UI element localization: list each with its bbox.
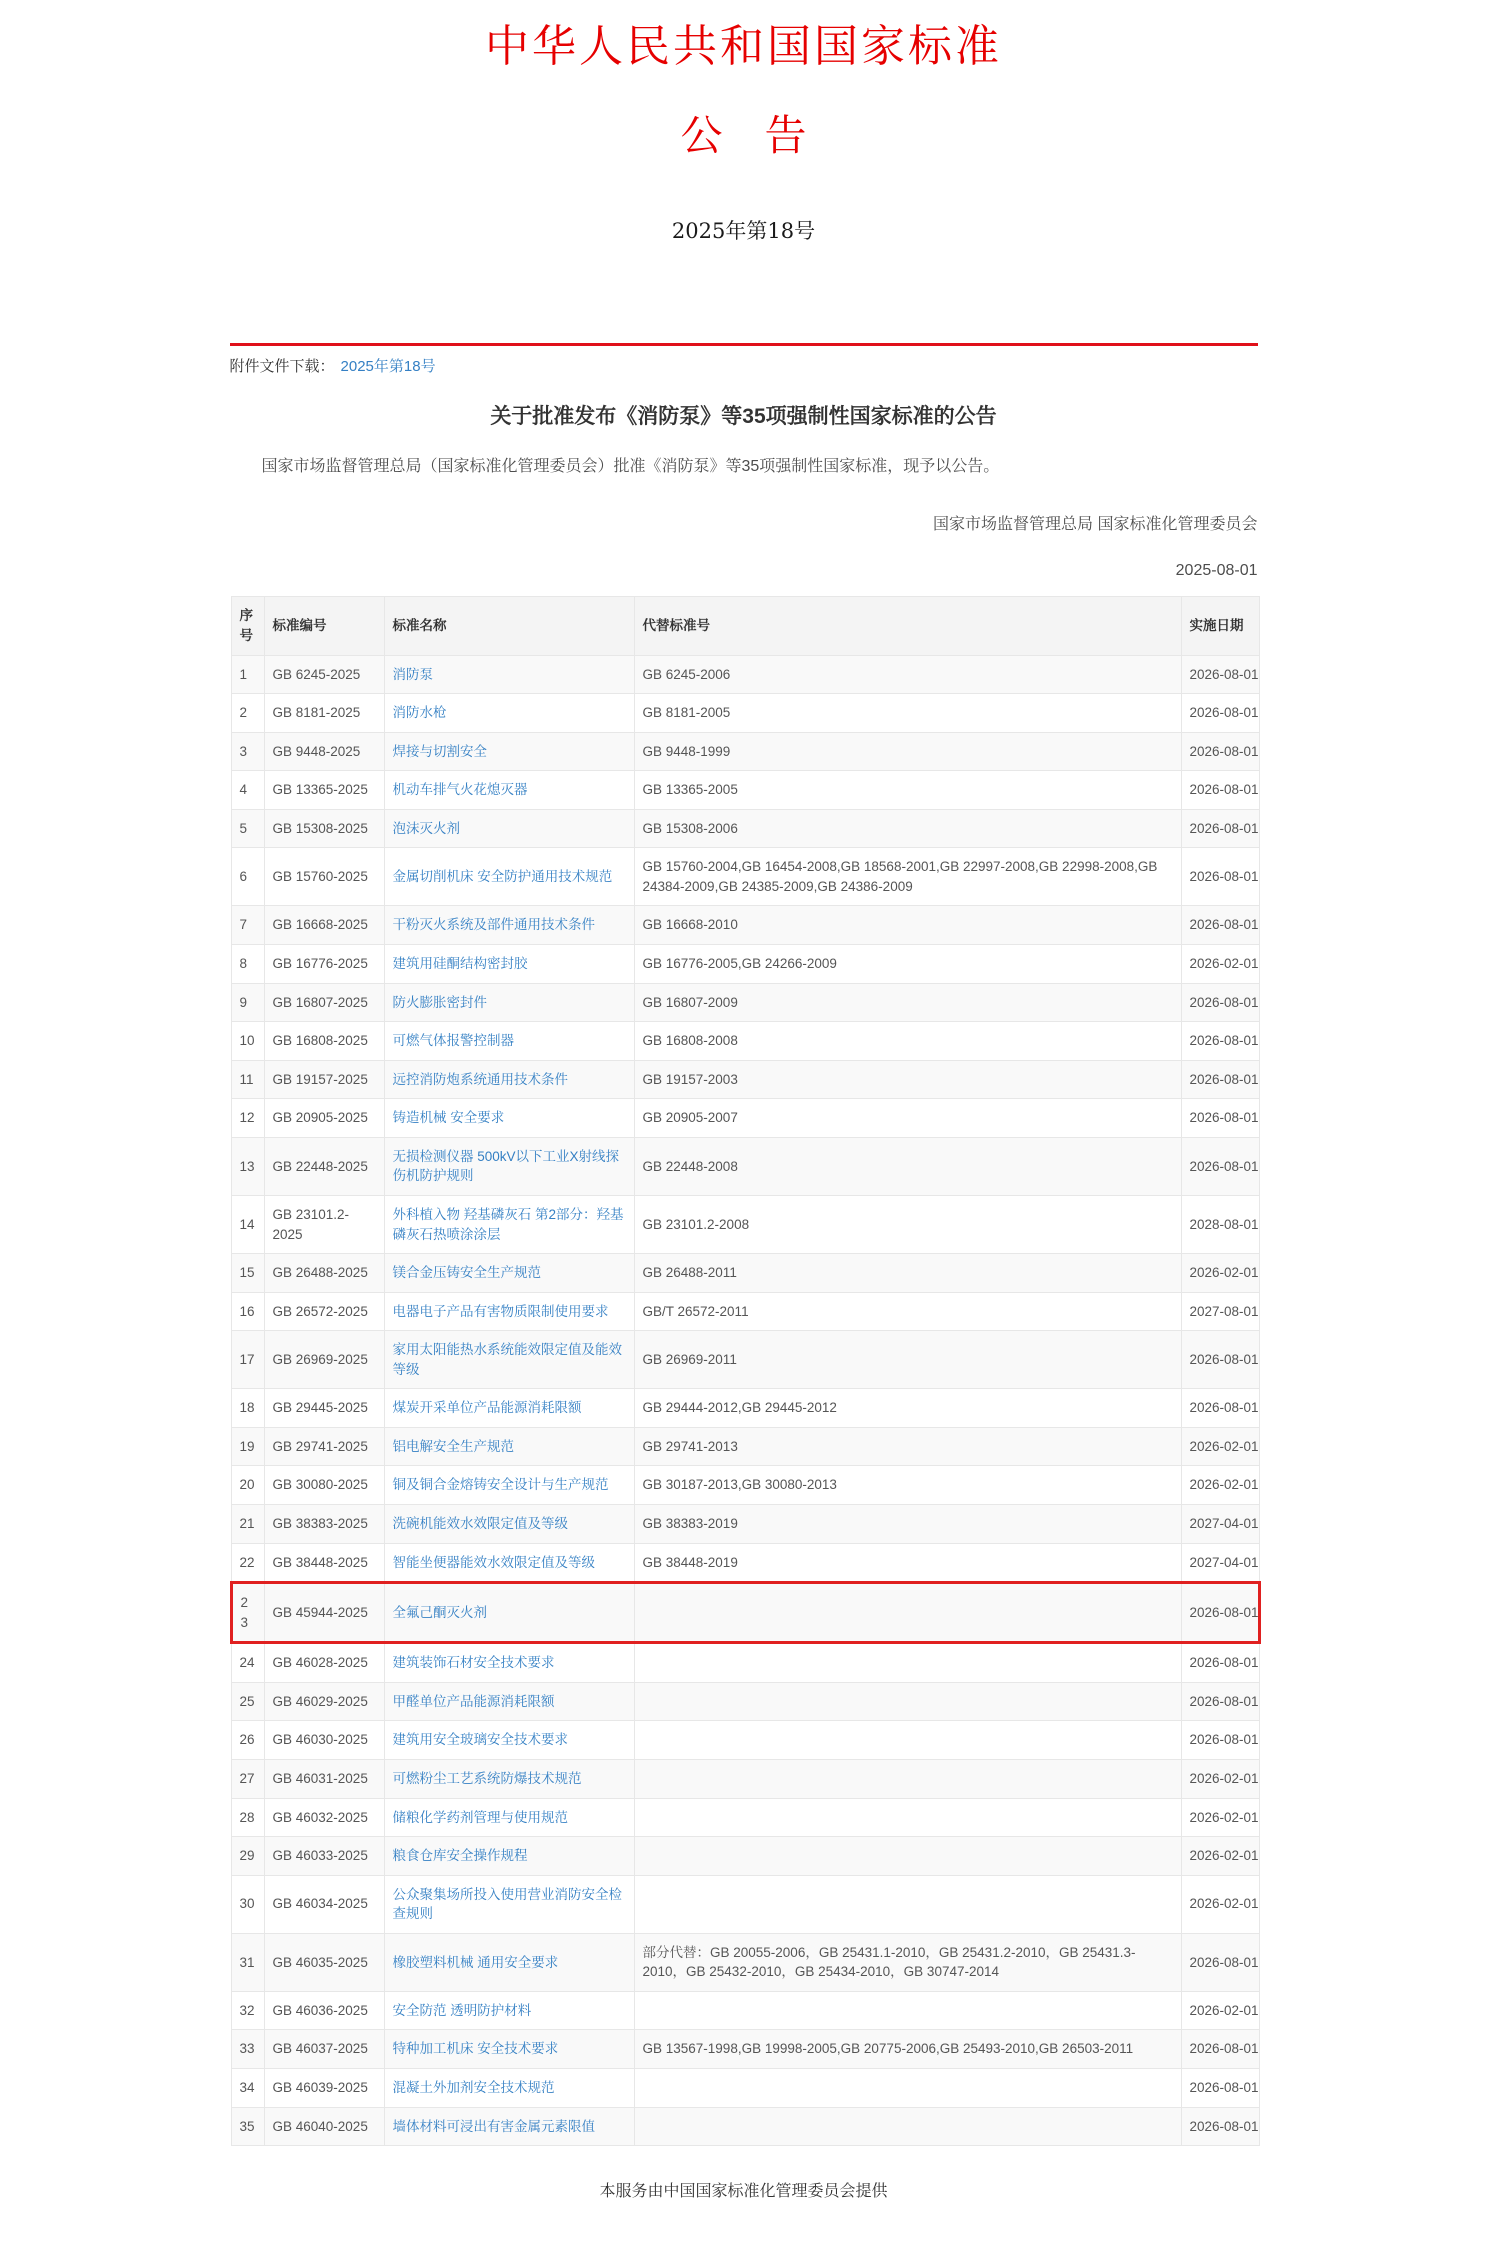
cell-implementation-date: 2026-08-01: [1181, 1099, 1259, 1138]
table-row: [231, 1583, 1259, 1643]
cell-implementation-date: 2026-02-01: [1181, 1466, 1259, 1505]
cell-standard-name: [384, 906, 634, 945]
standard-name-link[interactable]: 可燃气体报警控制器: [392, 1033, 514, 1049]
cell-serial-number: 34: [231, 2069, 264, 2108]
cell-replaced-standards: GB 22448-2008: [634, 1137, 1181, 1195]
announcement-body: 国家市场监督管理总局（国家标准化管理委员会）批准《消防泵》等35项强制性国家标准，现予以公告。: [261, 457, 1000, 475]
cell-replaced-standards: [634, 1643, 1181, 1683]
cell-standard-code: GB 46032-2025: [264, 1798, 384, 1837]
cell-serial-number: 21: [231, 1505, 264, 1544]
cell-standard-code: GB 29741-2025: [264, 1427, 384, 1466]
cell-implementation-date: 2026-02-01: [1181, 945, 1259, 984]
cell-implementation-date: 2026-02-01: [1181, 1991, 1259, 2030]
announcement-date: 2025-08-01: [1175, 562, 1258, 580]
cell-standard-name: [384, 1543, 634, 1583]
cell-implementation-date: 2026-08-01: [1181, 2069, 1259, 2108]
cell-standard-code: GB 23101.2-2025: [264, 1195, 384, 1253]
standard-name-link[interactable]: 泡沫灭火剂: [392, 820, 460, 836]
table-header-row: [231, 597, 1259, 655]
cell-replaced-standards: GB 23101.2-2008: [634, 1195, 1181, 1253]
cell-serial-number: 26: [231, 1721, 264, 1760]
standard-name-link[interactable]: 储粮化学药剂管理与使用规范: [392, 1809, 568, 1825]
attachment-label: 附件文件下载：: [229, 357, 335, 375]
standard-name-link[interactable]: 消防泵: [392, 666, 433, 682]
cell-implementation-date: 2026-08-01: [1181, 771, 1259, 810]
table-row: [231, 1137, 1259, 1195]
cell-serial-number: 25: [231, 1682, 264, 1721]
table-row: [231, 1195, 1259, 1253]
announcement-title: 关于批准发布《消防泵》等35项强制性国家标准的公告: [490, 404, 997, 428]
standard-name-link[interactable]: 特种加工机床 安全技术要求: [392, 2041, 559, 2057]
table-row: [231, 1099, 1259, 1138]
standard-name-link[interactable]: 建筑用安全玻璃安全技术要求: [392, 1732, 568, 1748]
table-row: [231, 1543, 1259, 1583]
standard-name-link[interactable]: 家用太阳能热水系统能效限定值及能效等级: [392, 1342, 622, 1377]
cell-implementation-date: 2027-04-01: [1181, 1543, 1259, 1583]
standard-name-link[interactable]: 无损检测仪器 500kV以下工业X射线探伤机防护规则: [392, 1148, 620, 1184]
cell-serial-number: 23: [231, 1583, 264, 1643]
cell-standard-code: GB 26572-2025: [264, 1292, 384, 1331]
cell-standard-code: GB 16668-2025: [264, 906, 384, 945]
cell-standard-name: [384, 771, 634, 810]
cell-serial-number: 14: [231, 1195, 264, 1253]
standard-name-link[interactable]: 甲醛单位产品能源消耗限额: [392, 1693, 555, 1709]
cell-standard-code: GB 29445-2025: [264, 1389, 384, 1428]
cell-standard-name: [384, 1254, 634, 1293]
cell-implementation-date: 2026-08-01: [1181, 1331, 1259, 1389]
cell-serial-number: 1: [231, 655, 264, 694]
cell-standard-code: GB 15308-2025: [264, 809, 384, 848]
attachment-bar: [230, 343, 1258, 376]
standard-name-link[interactable]: 粮食仓库安全操作规程: [392, 1848, 528, 1864]
cell-replaced-standards: GB 19157-2003: [634, 1060, 1181, 1099]
table-row: [231, 1682, 1259, 1721]
cell-replaced-standards: GB 15308-2006: [634, 809, 1181, 848]
cell-implementation-date: 2026-08-01: [1181, 655, 1259, 694]
cell-standard-name: [384, 1292, 634, 1331]
cell-implementation-date: 2026-08-01: [1181, 1389, 1259, 1428]
document-subtitle: 公 告: [680, 110, 807, 160]
cell-serial-number: 33: [231, 2030, 264, 2069]
table-row: [231, 983, 1259, 1022]
cell-serial-number: 10: [231, 1022, 264, 1061]
standard-name-link[interactable]: 外科植入物 羟基磷灰石 第2部分：羟基磷灰石热喷涂涂层: [392, 1206, 624, 1242]
standard-name-link[interactable]: 安全防范 透明防护材料: [392, 2002, 532, 2018]
cell-replaced-standards: [634, 1837, 1181, 1876]
cell-standard-code: GB 46034-2025: [264, 1875, 384, 1933]
table-row: [231, 1837, 1259, 1876]
cell-implementation-date: 2026-02-01: [1181, 1759, 1259, 1798]
cell-replaced-standards: GB 16668-2010: [634, 906, 1181, 945]
standard-name-link[interactable]: 洗碗机能效水效限定值及等级: [392, 1516, 568, 1531]
cell-serial-number: 32: [231, 1991, 264, 2030]
table-row: [231, 848, 1259, 906]
cell-replaced-standards: GB 29741-2013: [634, 1427, 1181, 1466]
cell-standard-code: GB 46029-2025: [264, 1682, 384, 1721]
cell-implementation-date: 2026-08-01: [1181, 1682, 1259, 1721]
cell-standard-code: GB 13365-2025: [264, 771, 384, 810]
cell-serial-number: 24: [231, 1643, 264, 1683]
cell-implementation-date: 2026-08-01: [1181, 1022, 1259, 1061]
cell-serial-number: 22: [231, 1543, 264, 1583]
cell-standard-name: [384, 1837, 634, 1876]
footer-provider-text: 本服务由中国国家标准化管理委员会提供: [599, 2183, 888, 2201]
cell-replaced-standards: GB 13365-2005: [634, 771, 1181, 810]
cell-standard-code: GB 19157-2025: [264, 1060, 384, 1099]
cell-serial-number: 11: [231, 1060, 264, 1099]
page-content: [230, 22, 1258, 2245]
table-row: [231, 1292, 1259, 1331]
table-row: [231, 1254, 1259, 1293]
cell-implementation-date: 2026-08-01: [1181, 694, 1259, 733]
cell-serial-number: 4: [231, 771, 264, 810]
table-row: [231, 809, 1259, 848]
cell-standard-name: [384, 1427, 634, 1466]
cell-replaced-standards: [634, 2069, 1181, 2108]
standard-name-link[interactable]: 煤炭开采单位产品能源消耗限额: [392, 1400, 582, 1416]
cell-implementation-date: 2026-08-01: [1181, 1137, 1259, 1195]
cell-replaced-standards: GB 16776-2005,GB 24266-2009: [634, 945, 1181, 984]
cell-implementation-date: 2026-08-01: [1181, 2107, 1259, 2146]
cell-serial-number: 18: [231, 1389, 264, 1428]
cell-implementation-date: 2026-08-01: [1181, 1933, 1259, 1991]
cell-implementation-date: 2026-08-01: [1181, 1643, 1259, 1683]
standards-table-body: [231, 655, 1259, 2146]
cell-serial-number: 6: [231, 848, 264, 906]
header-code: 标准编号: [264, 597, 384, 655]
cell-standard-name: [384, 848, 634, 906]
cell-standard-name: [384, 1505, 634, 1544]
cell-standard-code: GB 16808-2025: [264, 1022, 384, 1061]
attachment-download-link[interactable]: 2025年第18号: [340, 357, 436, 375]
cell-standard-name: [384, 1060, 634, 1099]
standard-name-link[interactable]: 防火膨胀密封件: [392, 994, 487, 1010]
cell-standard-code: GB 38383-2025: [264, 1505, 384, 1544]
cell-standard-code: GB 46036-2025: [264, 1991, 384, 2030]
cell-serial-number: 35: [231, 2107, 264, 2146]
cell-standard-code: GB 46031-2025: [264, 1759, 384, 1798]
cell-standard-name: [384, 1798, 634, 1837]
standard-name-link[interactable]: 墙体材料可浸出有害金属元素限值: [392, 2118, 595, 2134]
cell-implementation-date: 2026-08-01: [1181, 1060, 1259, 1099]
issue-number: 2025年第18号: [671, 218, 816, 243]
cell-replaced-standards: GB 26969-2011: [634, 1331, 1181, 1389]
cell-implementation-date: 2026-08-01: [1181, 809, 1259, 848]
cell-standard-code: GB 16807-2025: [264, 983, 384, 1022]
table-row: [231, 694, 1259, 733]
cell-replaced-standards: [634, 1583, 1181, 1643]
cell-standard-code: GB 46035-2025: [264, 1933, 384, 1991]
table-row: [231, 1389, 1259, 1428]
cell-implementation-date: 2026-02-01: [1181, 1254, 1259, 1293]
cell-implementation-date: 2026-08-01: [1181, 848, 1259, 906]
header-replaces: 代替标准号: [634, 597, 1181, 655]
cell-standard-code: GB 45944-2025: [264, 1583, 384, 1643]
cell-replaced-standards: GB 29444-2012,GB 29445-2012: [634, 1389, 1181, 1428]
cell-standard-name: [384, 1331, 634, 1389]
cell-serial-number: 12: [231, 1099, 264, 1138]
table-row: [231, 1022, 1259, 1061]
cell-serial-number: 8: [231, 945, 264, 984]
cell-serial-number: 27: [231, 1759, 264, 1798]
document-title: 中华人民共和国国家标准: [485, 21, 1002, 72]
table-row: [231, 1875, 1259, 1933]
cell-replaced-standards: GB 9448-1999: [634, 732, 1181, 771]
cell-replaced-standards: GB 15760-2004,GB 16454-2008,GB 18568-2001,GB 22997-2008,GB 22998-2008,GB 24384-2009,GB 24385-2009,GB 24386-2009: [634, 848, 1181, 906]
cell-standard-code: GB 9448-2025: [264, 732, 384, 771]
cell-standard-name: [384, 1195, 634, 1253]
table-row: [231, 1060, 1259, 1099]
table-row: [231, 2107, 1259, 2146]
standard-name-link[interactable]: 金属切削机床 安全防护通用技术规范: [392, 869, 613, 885]
standard-name-link[interactable]: 镁合金压铸安全生产规范: [392, 1265, 541, 1281]
cell-standard-name: [384, 1875, 634, 1933]
cell-standard-name: [384, 732, 634, 771]
cell-standard-name: [384, 2030, 634, 2069]
cell-implementation-date: 2026-08-01: [1181, 2030, 1259, 2069]
cell-implementation-date: 2026-02-01: [1181, 1875, 1259, 1933]
cell-replaced-standards: [634, 1991, 1181, 2030]
cell-standard-code: GB 46033-2025: [264, 1837, 384, 1876]
standard-name-link[interactable]: 焊接与切割安全: [392, 743, 487, 759]
cell-standard-code: GB 46040-2025: [264, 2107, 384, 2146]
cell-serial-number: 29: [231, 1837, 264, 1876]
standard-name-link[interactable]: 建筑装饰石材安全技术要求: [392, 1655, 555, 1671]
cell-standard-name: [384, 945, 634, 984]
cell-standard-code: GB 6245-2025: [264, 655, 384, 694]
cell-implementation-date: 2026-02-01: [1181, 1837, 1259, 1876]
cell-standard-code: GB 16776-2025: [264, 945, 384, 984]
cell-implementation-date: 2026-08-01: [1181, 1721, 1259, 1760]
cell-standard-name: [384, 1643, 634, 1683]
cell-replaced-standards: [634, 1721, 1181, 1760]
cell-replaced-standards: 部分代替：GB 20055-2006，GB 25431.1-2010，GB 25431.2-2010，GB 25431.3-2010，GB 25432-2010，GB 25434-2010，GB 30747-2014: [634, 1933, 1181, 1991]
cell-standard-code: GB 20905-2025: [264, 1099, 384, 1138]
cell-standard-name: [384, 1389, 634, 1428]
standard-name-link[interactable]: 铸造机械 安全要求: [392, 1110, 505, 1126]
cell-replaced-standards: GB 16808-2008: [634, 1022, 1181, 1061]
standard-name-link[interactable]: 可燃粉尘工艺系统防爆技术规范: [392, 1770, 582, 1786]
cell-serial-number: 7: [231, 906, 264, 945]
standard-name-link[interactable]: 机动车排气火花熄灭器: [392, 782, 528, 798]
standard-name-link[interactable]: 远控消防炮系统通用技术条件: [392, 1071, 568, 1087]
cell-implementation-date: 2027-04-01: [1181, 1505, 1259, 1544]
cell-standard-code: GB 46037-2025: [264, 2030, 384, 2069]
cell-standard-name: [384, 1137, 634, 1195]
cell-serial-number: 19: [231, 1427, 264, 1466]
cell-standard-name: [384, 1721, 634, 1760]
cell-replaced-standards: [634, 1682, 1181, 1721]
cell-replaced-standards: [634, 2107, 1181, 2146]
cell-replaced-standards: GB 26488-2011: [634, 1254, 1181, 1293]
cell-standard-code: GB 46030-2025: [264, 1721, 384, 1760]
table-row: [231, 1643, 1259, 1683]
table-row: [231, 2030, 1259, 2069]
cell-serial-number: 5: [231, 809, 264, 848]
announcement-signature: 国家市场监督管理总局 国家标准化管理委员会: [933, 516, 1258, 534]
cell-replaced-standards: [634, 1798, 1181, 1837]
table-row: [231, 2069, 1259, 2108]
cell-standard-name: [384, 1991, 634, 2030]
cell-serial-number: 13: [231, 1137, 264, 1195]
cell-serial-number: 2: [231, 694, 264, 733]
cell-standard-code: GB 46039-2025: [264, 2069, 384, 2108]
cell-replaced-standards: GB 30187-2013,GB 30080-2013: [634, 1466, 1181, 1505]
cell-replaced-standards: GB 8181-2005: [634, 694, 1181, 733]
cell-replaced-standards: [634, 1875, 1181, 1933]
cell-replaced-standards: GB 20905-2007: [634, 1099, 1181, 1138]
cell-standard-name: [384, 1583, 634, 1643]
header-date: 实施日期: [1181, 597, 1259, 655]
cell-replaced-standards: GB 13567-1998,GB 19998-2005,GB 20775-2006,GB 25493-2010,GB 26503-2011: [634, 2030, 1181, 2069]
cell-standard-name: [384, 2107, 634, 2146]
table-row: [231, 1427, 1259, 1466]
table-row: [231, 1759, 1259, 1798]
table-row: [231, 1991, 1259, 2030]
cell-implementation-date: 2026-08-01: [1181, 906, 1259, 945]
cell-serial-number: 30: [231, 1875, 264, 1933]
table-row: [231, 771, 1259, 810]
cell-standard-code: GB 8181-2025: [264, 694, 384, 733]
cell-standard-code: GB 26969-2025: [264, 1331, 384, 1389]
standard-name-link[interactable]: 消防水枪: [392, 705, 447, 721]
table-row: [231, 1798, 1259, 1837]
cell-implementation-date: 2026-02-01: [1181, 1798, 1259, 1837]
standard-name-link[interactable]: 公众聚集场所投入使用营业消防安全检查规则: [392, 1886, 622, 1922]
cell-implementation-date: 2026-08-01: [1181, 983, 1259, 1022]
cell-replaced-standards: [634, 1759, 1181, 1798]
cell-standard-name: [384, 983, 634, 1022]
cell-replaced-standards: GB 38383-2019: [634, 1505, 1181, 1544]
standard-name-link[interactable]: 电器电子产品有害物质限制使用要求: [392, 1303, 609, 1319]
standard-name-link[interactable]: 建筑用硅酮结构密封胶: [392, 956, 528, 971]
cell-standard-code: GB 46028-2025: [264, 1643, 384, 1683]
cell-standard-code: GB 15760-2025: [264, 848, 384, 906]
standard-name-link[interactable]: 橡胶塑料机械 通用安全要求: [392, 1954, 559, 1970]
cell-standard-code: GB 38448-2025: [264, 1543, 384, 1583]
table-row: [231, 945, 1259, 984]
standard-name-link[interactable]: 干粉灭火系统及部件通用技术条件: [392, 917, 595, 933]
standard-name-link[interactable]: 铝电解安全生产规范: [392, 1438, 514, 1454]
cell-serial-number: 15: [231, 1254, 264, 1293]
cell-standard-name: [384, 1022, 634, 1061]
cell-serial-number: 28: [231, 1798, 264, 1837]
cell-standard-code: GB 26488-2025: [264, 1254, 384, 1293]
cell-serial-number: 17: [231, 1331, 264, 1389]
cell-standard-code: GB 22448-2025: [264, 1137, 384, 1195]
standard-name-link[interactable]: 混凝土外加剂安全技术规范: [392, 2080, 555, 2095]
cell-replaced-standards: GB/T 26572-2011: [634, 1292, 1181, 1331]
standard-name-link[interactable]: 铜及铜合金熔铸安全设计与生产规范: [392, 1477, 609, 1493]
cell-serial-number: 3: [231, 732, 264, 771]
standards-table: [230, 596, 1261, 2146]
cell-standard-name: [384, 2069, 634, 2108]
cell-serial-number: 9: [231, 983, 264, 1022]
cell-serial-number: 31: [231, 1933, 264, 1991]
cell-standard-name: [384, 1759, 634, 1798]
cell-standard-name: [384, 1099, 634, 1138]
cell-replaced-standards: GB 38448-2019: [634, 1543, 1181, 1583]
table-row: [231, 1466, 1259, 1505]
cell-standard-name: [384, 694, 634, 733]
cell-standard-name: [384, 809, 634, 848]
table-row: [231, 1721, 1259, 1760]
header-no: 序号: [231, 597, 264, 655]
cell-implementation-date: 2026-08-01: [1181, 1583, 1259, 1643]
cell-replaced-standards: GB 16807-2009: [634, 983, 1181, 1022]
cell-serial-number: 16: [231, 1292, 264, 1331]
table-row: [231, 906, 1259, 945]
cell-standard-name: [384, 1466, 634, 1505]
cell-replaced-standards: GB 6245-2006: [634, 655, 1181, 694]
table-row: [231, 1505, 1259, 1544]
cell-implementation-date: 2026-02-01: [1181, 1427, 1259, 1466]
standard-name-link[interactable]: 智能坐便器能效水效限定值及等级: [392, 1554, 595, 1570]
cell-standard-code: GB 30080-2025: [264, 1466, 384, 1505]
standard-name-link[interactable]: 全氟己酮灭火剂: [392, 1604, 487, 1620]
cell-implementation-date: 2027-08-01: [1181, 1292, 1259, 1331]
cell-implementation-date: 2028-08-01: [1181, 1195, 1259, 1253]
cell-standard-name: [384, 655, 634, 694]
header-name: 标准名称: [384, 597, 634, 655]
table-row: [231, 732, 1259, 771]
table-row: [231, 1331, 1259, 1389]
table-row: [231, 655, 1259, 694]
cell-serial-number: 20: [231, 1466, 264, 1505]
cell-standard-name: [384, 1682, 634, 1721]
cell-implementation-date: 2026-08-01: [1181, 732, 1259, 771]
